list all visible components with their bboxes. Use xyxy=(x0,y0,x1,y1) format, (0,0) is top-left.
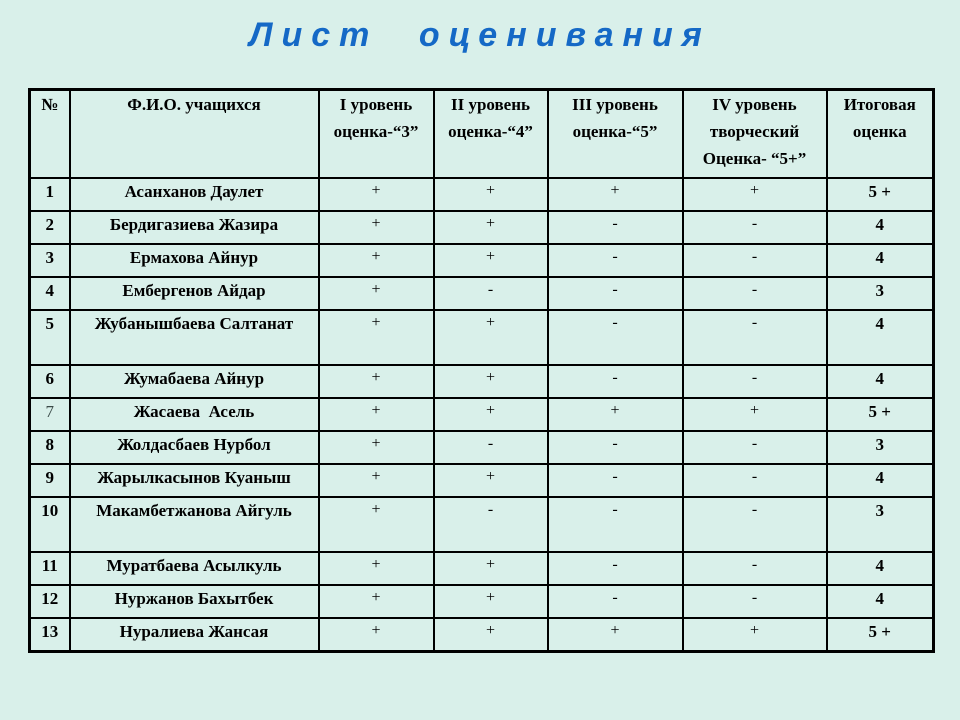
level3-mark: - xyxy=(548,244,683,277)
final-grade: 4 xyxy=(827,552,934,585)
page-title: Лист оценивания xyxy=(249,16,711,54)
col-header-level-4-line-3: Оценка- “5+” xyxy=(702,149,807,169)
row-number: 3 xyxy=(30,244,70,277)
final-grade: 4 xyxy=(827,244,934,277)
level2-mark: + xyxy=(434,464,548,497)
final-grade: 3 xyxy=(827,497,934,552)
final-grade: 4 xyxy=(827,464,934,497)
col-header-level-2-line-1: II уровень xyxy=(450,95,531,114)
final-grade: 5 + xyxy=(827,178,934,211)
table-row xyxy=(30,398,934,431)
student-name: Ембергенов Айдар xyxy=(70,277,319,310)
student-name: Нуржанов Бахытбек xyxy=(70,585,319,618)
col-header-level-4 xyxy=(683,90,827,179)
level4-mark: + xyxy=(683,618,827,652)
level3-mark: + xyxy=(548,618,683,652)
row-number: 12 xyxy=(30,585,70,618)
level4-mark: - xyxy=(683,585,827,618)
level2-mark: + xyxy=(434,178,548,211)
level1-mark: + xyxy=(319,365,434,398)
col-header-student-name xyxy=(70,90,319,179)
row-number: 8 xyxy=(30,431,70,464)
student-name: Макамбетжанова Айгуль xyxy=(70,497,319,552)
student-name: Муратбаева Асылкуль xyxy=(70,552,319,585)
level2-mark: - xyxy=(434,277,548,310)
level4-mark: - xyxy=(683,497,827,552)
final-grade: 4 xyxy=(827,365,934,398)
final-grade: 4 xyxy=(827,310,934,365)
table-row xyxy=(30,497,934,552)
level4-mark: - xyxy=(683,431,827,464)
level1-mark: + xyxy=(319,497,434,552)
level1-mark: + xyxy=(319,277,434,310)
col-header-final-grade xyxy=(827,90,934,179)
level2-mark: - xyxy=(434,431,548,464)
final-grade: 3 xyxy=(827,277,934,310)
student-name: Жубанышбаева Салтанат xyxy=(70,310,319,365)
level3-mark: - xyxy=(548,552,683,585)
final-grade: 3 xyxy=(827,431,934,464)
level1-mark: + xyxy=(319,618,434,652)
level2-mark: - xyxy=(434,497,548,552)
col-header-level-4-line-2: творческий xyxy=(709,122,800,142)
col-header-number-label: № xyxy=(41,95,59,114)
level4-mark: + xyxy=(683,398,827,431)
col-header-level-1-line-1: I уровень xyxy=(339,95,413,114)
level3-mark: - xyxy=(548,277,683,310)
table-row xyxy=(30,552,934,585)
level2-mark: + xyxy=(434,365,548,398)
level2-mark: + xyxy=(434,398,548,431)
level4-mark: - xyxy=(683,552,827,585)
final-grade: 4 xyxy=(827,585,934,618)
row-number: 9 xyxy=(30,464,70,497)
final-grade: 4 xyxy=(827,211,934,244)
table-row xyxy=(30,211,934,244)
col-header-student-name-label: Ф.И.О. учащихся xyxy=(127,95,261,114)
col-header-level-1-line-2: оценка-“3” xyxy=(333,122,419,142)
table-row xyxy=(30,618,934,652)
level3-mark: - xyxy=(548,585,683,618)
col-header-level-2 xyxy=(434,90,548,179)
student-name: Жумабаева Айнур xyxy=(70,365,319,398)
table-row xyxy=(30,365,934,398)
level3-mark: + xyxy=(548,398,683,431)
final-grade: 5 + xyxy=(827,398,934,431)
level2-mark: + xyxy=(434,552,548,585)
col-header-level-1 xyxy=(319,90,434,179)
col-header-number xyxy=(30,90,70,179)
level4-mark: - xyxy=(683,211,827,244)
row-number: 11 xyxy=(30,552,70,585)
student-name: Жасаева Асель xyxy=(70,398,319,431)
row-number: 7 xyxy=(30,398,70,431)
student-name: Бердигазиева Жазира xyxy=(70,211,319,244)
level2-mark: + xyxy=(434,618,548,652)
level3-mark: - xyxy=(548,365,683,398)
level4-mark: - xyxy=(683,464,827,497)
level1-mark: + xyxy=(319,244,434,277)
level4-mark: - xyxy=(683,277,827,310)
level1-mark: + xyxy=(319,178,434,211)
level3-mark: - xyxy=(548,497,683,552)
row-number: 10 xyxy=(30,497,70,552)
level2-mark: + xyxy=(434,310,548,365)
row-number: 6 xyxy=(30,365,70,398)
student-name: Нуралиева Жансая xyxy=(70,618,319,652)
student-name: Асанханов Даулет xyxy=(70,178,319,211)
col-header-level-2-line-2: оценка-“4” xyxy=(448,122,533,142)
level2-mark: + xyxy=(434,211,548,244)
table-row xyxy=(30,585,934,618)
level2-mark: + xyxy=(434,244,548,277)
col-header-final-grade-line-1: Итоговая xyxy=(843,95,916,114)
level3-mark: - xyxy=(548,211,683,244)
level1-mark: + xyxy=(319,464,434,497)
level4-mark: - xyxy=(683,365,827,398)
table-row xyxy=(30,178,934,211)
table-row xyxy=(30,431,934,464)
level3-mark: - xyxy=(548,464,683,497)
level1-mark: + xyxy=(319,585,434,618)
table-row xyxy=(30,464,934,497)
student-name: Жарылкасынов Куаныш xyxy=(70,464,319,497)
table-row xyxy=(30,277,934,310)
col-header-final-grade-line-2: оценка xyxy=(852,122,907,142)
header-row xyxy=(30,90,934,179)
level3-mark: - xyxy=(548,431,683,464)
level1-mark: + xyxy=(319,211,434,244)
final-grade: 5 + xyxy=(827,618,934,652)
table-row xyxy=(30,244,934,277)
level1-mark: + xyxy=(319,398,434,431)
col-header-level-3-line-1: III уровень xyxy=(572,95,658,114)
col-header-level-4-line-1: IV уровень xyxy=(712,95,797,114)
row-number: 13 xyxy=(30,618,70,652)
row-number: 1 xyxy=(30,178,70,211)
row-number: 2 xyxy=(30,211,70,244)
level3-mark: + xyxy=(548,178,683,211)
level2-mark: + xyxy=(434,585,548,618)
table-row xyxy=(30,310,934,365)
col-header-level-3-line-2: оценка-“5” xyxy=(572,122,658,142)
student-name: Ермахова Айнур xyxy=(70,244,319,277)
level4-mark: - xyxy=(683,310,827,365)
level1-mark: + xyxy=(319,552,434,585)
row-number: 5 xyxy=(30,310,70,365)
level4-mark: + xyxy=(683,178,827,211)
level1-mark: + xyxy=(319,310,434,365)
evaluation-table xyxy=(28,88,935,653)
col-header-level-3 xyxy=(548,90,683,179)
row-number: 4 xyxy=(30,277,70,310)
level4-mark: - xyxy=(683,244,827,277)
level1-mark: + xyxy=(319,431,434,464)
level3-mark: - xyxy=(548,310,683,365)
student-name: Жолдасбаев Нурбол xyxy=(70,431,319,464)
